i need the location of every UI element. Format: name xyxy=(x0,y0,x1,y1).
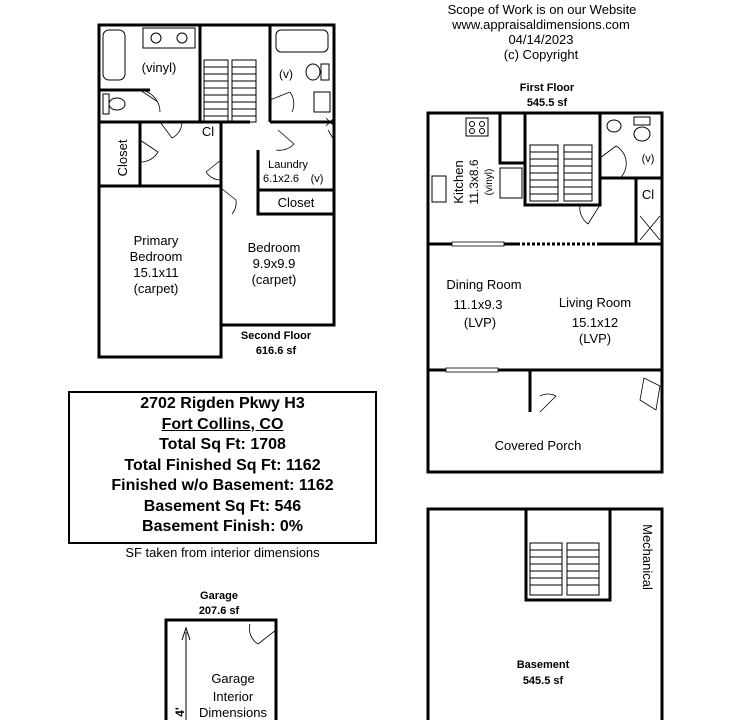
summary-address: 2702 Rigden Pkwy H3 xyxy=(140,395,305,412)
sf-bedroom-name: Bedroom xyxy=(247,240,301,255)
bsmt-mechanical-label: Mechanical xyxy=(640,524,655,590)
basement-outline xyxy=(428,509,662,720)
ff-dining-floor: (LVP) xyxy=(463,315,497,330)
ff-stair-treads xyxy=(530,152,592,194)
basement-area: 545.5 sf xyxy=(522,675,564,687)
sf-laundry-door-icon xyxy=(276,130,294,150)
sf-primary-name1: Primary xyxy=(133,233,179,248)
garage-label-2: Interior xyxy=(212,689,254,704)
ff-toilet-icon xyxy=(634,127,650,141)
ff-toilet-tank-icon xyxy=(634,117,650,125)
ff-living-name: Living Room xyxy=(558,295,632,310)
sf-toilet2-tank-icon xyxy=(321,64,329,80)
ff-cl-label: Cl xyxy=(641,187,655,202)
ff-closet-door-icon xyxy=(640,216,660,240)
ff-stove-icon xyxy=(466,118,488,136)
ff-kitchen-dims: 11.3x8.6 xyxy=(467,159,481,205)
garage-plan xyxy=(166,590,276,720)
ff-porch-corner-icon xyxy=(640,378,660,410)
sf-stairs-left xyxy=(204,60,228,122)
summary-note: SF taken from interior dimensions xyxy=(125,545,320,560)
ff-burner-icon xyxy=(470,122,475,127)
sf-sink-icon xyxy=(151,33,161,43)
ff-porch-door-icon xyxy=(540,394,556,412)
garage-dimension-arrow-icon xyxy=(182,628,190,720)
sf-cl-label: Cl xyxy=(201,124,215,139)
ff-bath-floor-label: (v) xyxy=(641,153,655,165)
sf-bedroom-door-icon xyxy=(221,188,236,214)
sf-primary-floor: (carpet) xyxy=(133,281,179,296)
garage-label-3: Dimensions xyxy=(199,705,267,720)
summary-city: Fort Collins, CO xyxy=(161,415,284,433)
sf-stairs-right xyxy=(232,60,256,122)
sf-closet-door-icon xyxy=(140,140,158,162)
basement-stair-walls xyxy=(526,509,610,600)
sf-bath-door-icon xyxy=(140,90,160,112)
summary-finished-sqft: Total Finished Sq Ft: 1162 xyxy=(124,456,321,474)
first-floor-area: 545.5 sf xyxy=(526,97,568,109)
ff-living-dims: 15.1x12 xyxy=(571,315,619,330)
sf-closet2-label: Closet xyxy=(277,195,315,210)
ff-burner-icon-2 xyxy=(480,122,485,127)
ff-bath-door-icon xyxy=(600,146,626,178)
ff-kitchen-floor: (vinyl) xyxy=(484,168,495,196)
sf-toilet2-icon xyxy=(306,64,320,80)
sf-sink-icon-2 xyxy=(177,33,187,43)
second-floor-area: 616.6 sf xyxy=(255,345,297,357)
sf-toilet-tank-icon xyxy=(103,94,109,114)
ff-kitchen-wall xyxy=(500,113,525,163)
sf-primary-door-icon xyxy=(160,122,182,138)
sf-bath2-door-icon xyxy=(270,92,294,112)
ff-porch-label: Covered Porch xyxy=(494,438,582,453)
sf-bedroom-floor: (carpet) xyxy=(251,272,297,287)
ff-dining-dims: 11.1x9.3 xyxy=(453,297,503,312)
bsmt-stairs-left xyxy=(530,543,562,595)
ff-dining-name: Dining Room xyxy=(446,277,522,292)
ff-fridge-icon xyxy=(500,168,522,198)
ff-opening-marker xyxy=(452,242,504,246)
sf-bath-floor-label: (vinyl) xyxy=(141,60,177,75)
ff-burner-icon-3 xyxy=(470,129,475,134)
ff-burner-icon-4 xyxy=(480,129,485,134)
second-floor-plan xyxy=(99,25,334,357)
sf-laundry-floor: (v) xyxy=(310,173,324,185)
garage-label-1: Garage xyxy=(211,671,255,686)
ff-kitchen-sink-icon xyxy=(432,176,446,202)
sf-bedroom-dims: 9.9x9.9 xyxy=(252,256,296,271)
ff-stair-door-icon xyxy=(580,205,600,224)
ff-kitchen-name: Kitchen xyxy=(451,160,466,204)
garage-title: Garage xyxy=(200,590,238,602)
ff-sink-icon xyxy=(607,120,621,132)
sf-stair-treads xyxy=(204,67,256,116)
sf-sink2-icon xyxy=(314,92,330,112)
sf-bathtub2-icon xyxy=(276,30,328,52)
first-floor-plan xyxy=(428,82,662,472)
header-scope-text: Scope of Work is on our Website xyxy=(447,2,637,17)
sf-laundry-name: Laundry xyxy=(268,159,308,171)
summary-finished-wo-basement: Finished w/o Basement: 1162 xyxy=(111,477,334,494)
basement-title: Basement xyxy=(516,659,570,671)
bsmt-stairs-right xyxy=(567,543,599,595)
summary-total-sqft: Total Sq Ft: 1708 xyxy=(159,436,286,453)
first-floor-title: First Floor xyxy=(519,82,575,94)
summary-box xyxy=(68,391,377,544)
ff-living-floor: (LVP) xyxy=(578,331,612,346)
ff-sliding-door-marker xyxy=(446,368,498,372)
bsmt-stair-treads xyxy=(530,550,599,585)
sf-laundry-dims: 6.1x2.6 xyxy=(262,173,300,185)
garage-area: 207.6 sf xyxy=(198,605,240,617)
summary-basement-finish: Basement Finish: 0% xyxy=(142,518,303,535)
header-copyright-text: (c) Copyright xyxy=(503,47,579,62)
summary-basement-sqft: Basement Sq Ft: 546 xyxy=(143,497,302,515)
header-date-text: 04/14/2023 xyxy=(508,32,574,47)
sf-bath2-floor-label: (v) xyxy=(279,67,293,81)
sf-hall-door-icon xyxy=(206,160,221,180)
garage-dim-label: 4' xyxy=(173,707,187,717)
second-floor-title: Second Floor xyxy=(240,330,312,342)
sf-primary-dims: 15.1x11 xyxy=(133,265,179,280)
sf-primary-name2: Bedroom xyxy=(129,249,183,264)
sf-toilet-icon xyxy=(109,98,125,110)
header-website-text: www.appraisaldimensions.com xyxy=(452,17,630,32)
basement-plan xyxy=(428,509,662,720)
sf-closet1-label: Closet xyxy=(115,139,130,177)
sf-bathtub-icon xyxy=(103,30,125,80)
garage-door-icon xyxy=(249,624,276,644)
